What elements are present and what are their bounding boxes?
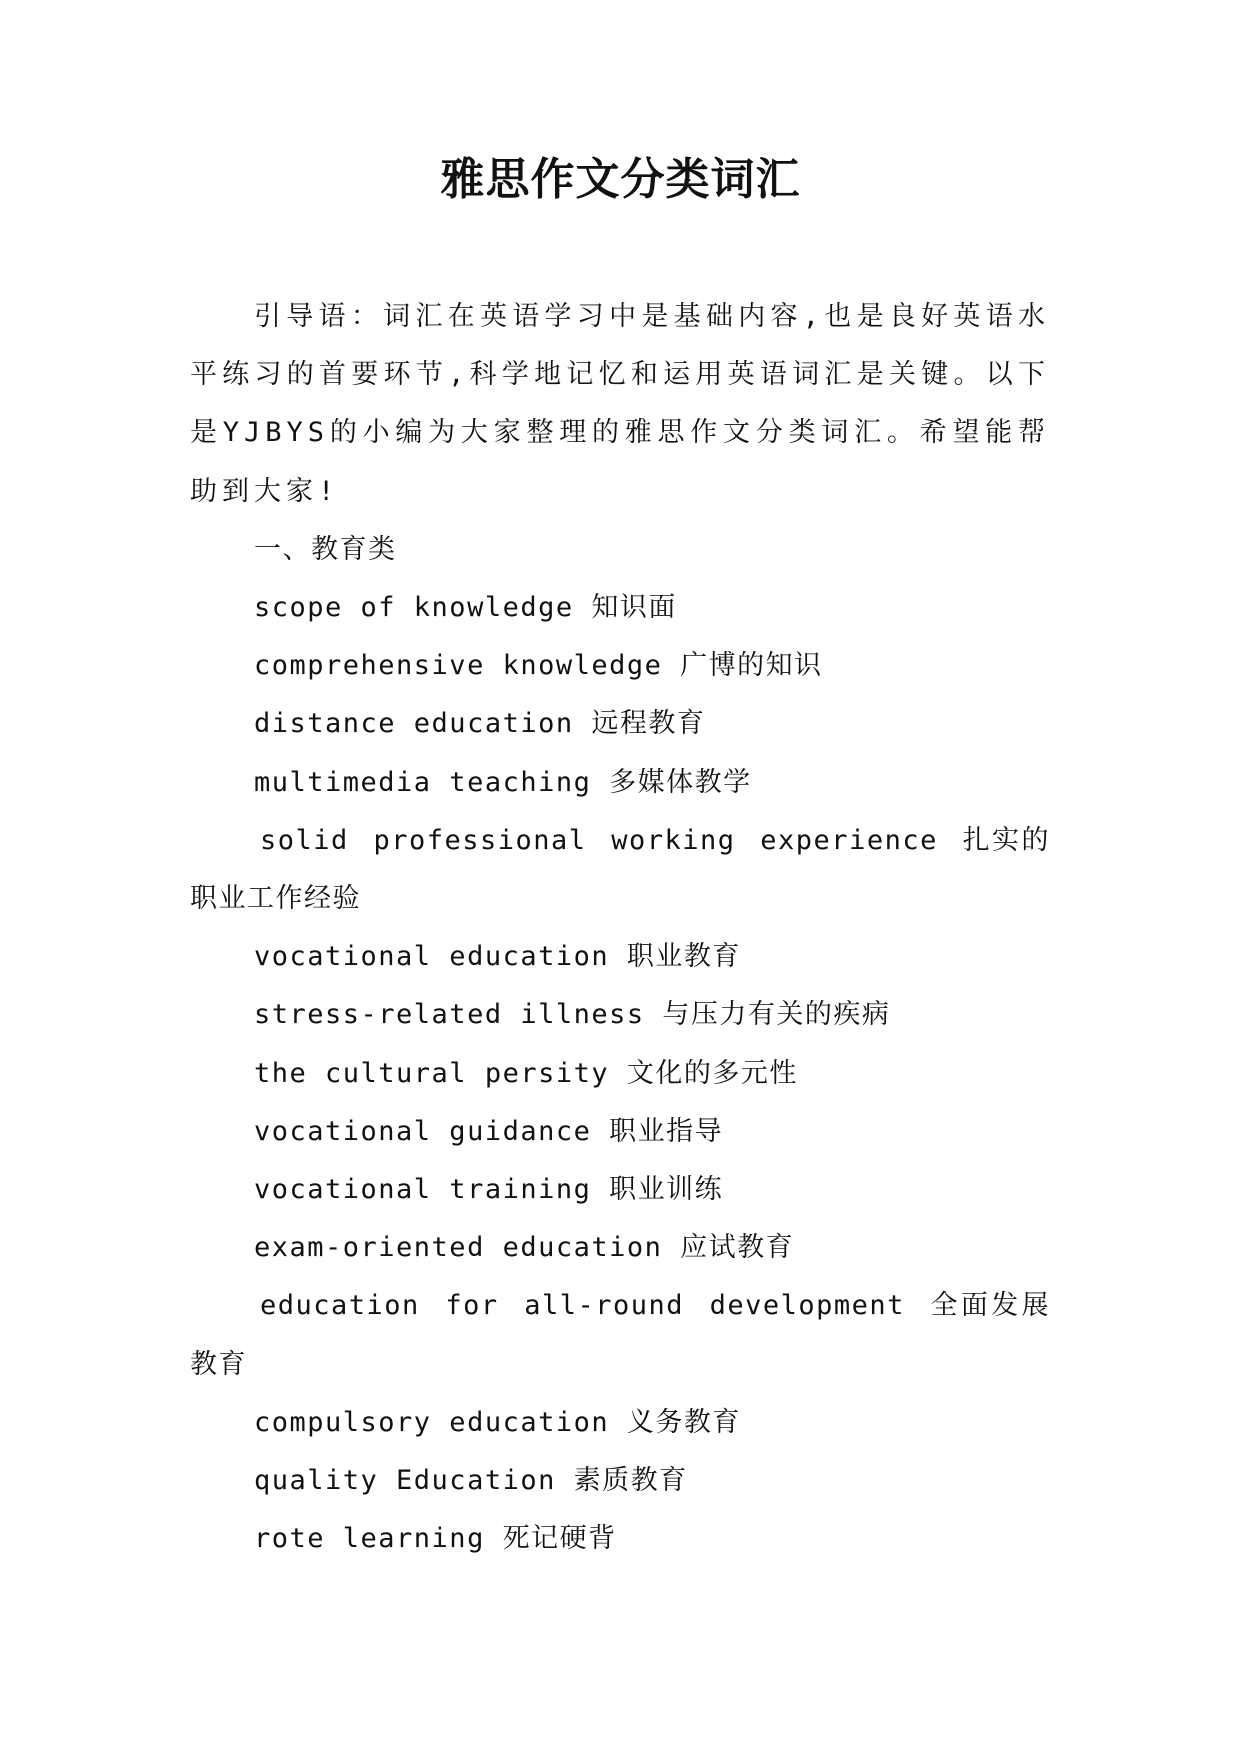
vocab-chinese: 全面发展教育 bbox=[190, 1290, 1050, 1380]
vocab-english: scope of knowledge bbox=[254, 592, 574, 624]
vocab-chinese: 知识面 bbox=[591, 592, 677, 624]
vocab-entry bbox=[190, 637, 1050, 695]
vocab-english: exam-oriented education bbox=[254, 1232, 663, 1264]
vocab-entry bbox=[190, 1161, 1050, 1219]
vocab-english: the cultural persity bbox=[254, 1057, 610, 1089]
vocab-english: compulsory education bbox=[254, 1406, 610, 1438]
intro-paragraph: 引导语：词汇在英语学习中是基础内容,也是良好英语水平练习的首要环节,科学地记忆和运用英语词汇是关键。以下是YJBYS的小编为大家整理的雅思作文分类词汇。希望能帮助到大家! bbox=[190, 301, 1050, 507]
vocab-entry bbox=[190, 1219, 1050, 1277]
vocab-chinese: 多媒体教学 bbox=[609, 766, 752, 798]
vocab-english: distance education bbox=[254, 708, 574, 740]
vocab-chinese: 文化的多元性 bbox=[626, 1057, 798, 1089]
vocab-chinese: 职业教育 bbox=[626, 941, 741, 973]
vocab-chinese: 死记硬背 bbox=[502, 1523, 617, 1555]
vocab-english: stress-related illness bbox=[254, 999, 645, 1031]
vocab-chinese: 应试教育 bbox=[680, 1232, 795, 1264]
vocab-english: rote learning bbox=[254, 1523, 485, 1555]
vocab-entry bbox=[190, 754, 1050, 812]
vocab-chinese: 职业指导 bbox=[609, 1115, 724, 1147]
section-heading: 一、教育类 bbox=[254, 533, 397, 565]
vocab-entry bbox=[190, 1452, 1050, 1510]
document-body bbox=[190, 288, 1050, 1568]
vocab-entry bbox=[190, 695, 1050, 753]
vocab-entry bbox=[190, 1045, 1050, 1103]
document-title: 雅思作文分类词汇 bbox=[440, 154, 801, 205]
vocab-entry bbox=[190, 1103, 1050, 1161]
vocab-entry bbox=[190, 928, 1050, 986]
vocab-english: multimedia teaching bbox=[254, 766, 592, 798]
vocab-chinese: 扎实的职业工作经验 bbox=[190, 824, 1051, 915]
vocab-chinese: 与压力有关的疾病 bbox=[662, 999, 891, 1031]
vocab-english: vocational training bbox=[254, 1174, 592, 1206]
vocab-entry bbox=[190, 579, 1050, 637]
vocab-chinese: 广博的知识 bbox=[680, 650, 823, 682]
vocab-english: quality Education bbox=[254, 1465, 556, 1497]
vocab-entry bbox=[190, 1510, 1050, 1568]
vocab-entry bbox=[190, 812, 1050, 928]
vocab-chinese: 职业训练 bbox=[609, 1174, 724, 1206]
vocab-chinese: 远程教育 bbox=[591, 708, 706, 740]
vocab-english: vocational guidance bbox=[254, 1115, 592, 1147]
vocab-english: education for all-round development bbox=[260, 1290, 905, 1322]
vocab-english: comprehensive knowledge bbox=[254, 650, 663, 682]
vocab-english: solid professional working experience bbox=[260, 824, 938, 856]
vocab-chinese: 义务教育 bbox=[626, 1406, 741, 1438]
vocab-entry bbox=[190, 1277, 1050, 1393]
vocab-english: vocational education bbox=[254, 941, 610, 973]
vocab-entry bbox=[190, 986, 1050, 1044]
vocab-chinese: 素质教育 bbox=[573, 1465, 688, 1497]
vocab-entry bbox=[190, 1394, 1050, 1452]
